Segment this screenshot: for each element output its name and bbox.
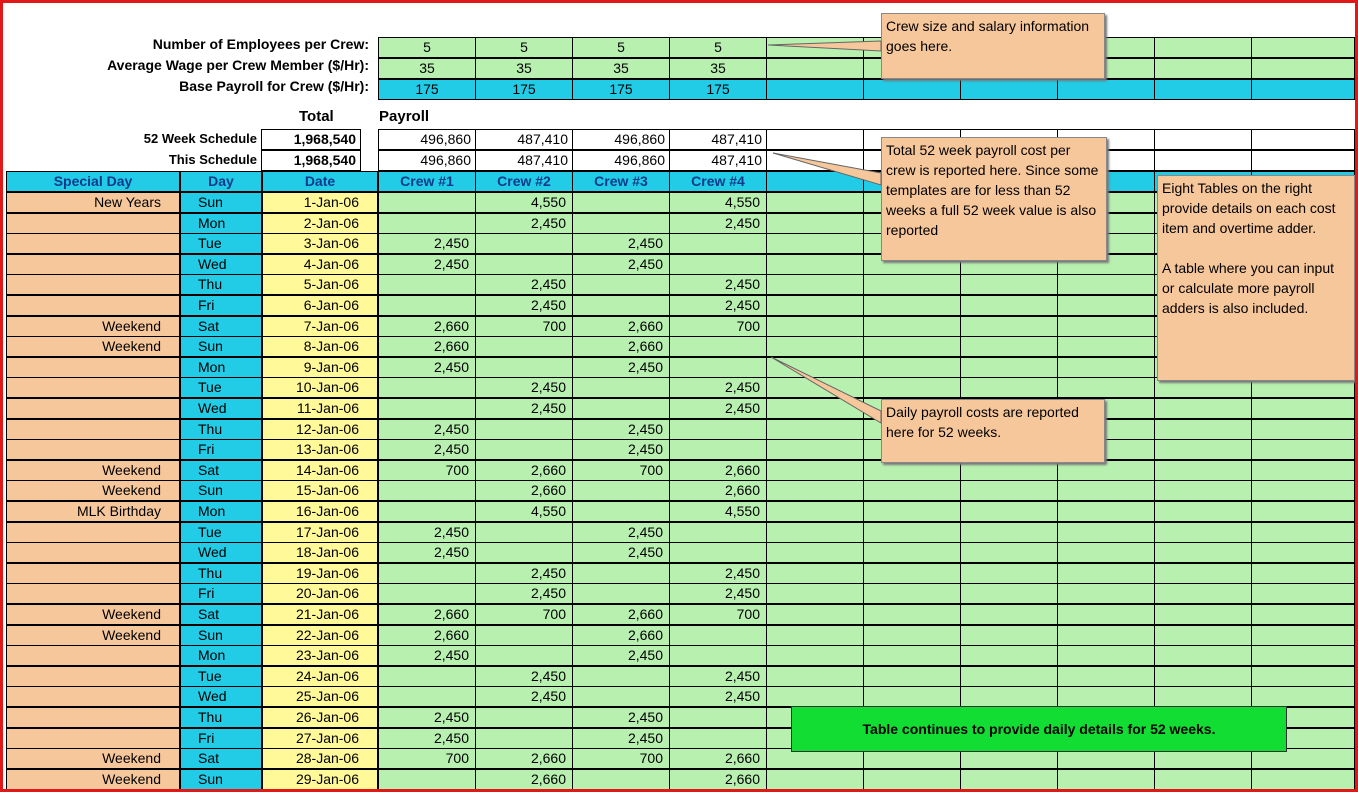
date-cell[interactable]: 8-Jan-06 [262, 336, 378, 357]
day-cell[interactable]: Fri [180, 728, 262, 749]
date-cell[interactable]: 6-Jan-06 [262, 295, 378, 316]
crew-cost-cell[interactable]: 2,450 [572, 254, 670, 275]
base-payroll-cell: 175 [572, 79, 670, 100]
summary-crew-value: 487,410 [475, 129, 573, 150]
wage-cell[interactable]: 35 [572, 58, 670, 79]
base-payroll-cell: 175 [669, 79, 767, 100]
day-cell[interactable]: Tue [180, 233, 262, 254]
crew-cost-cell[interactable]: 2,450 [475, 377, 573, 398]
crew-cost-cell[interactable]: 4,550 [475, 192, 573, 213]
date-cell[interactable]: 21-Jan-06 [262, 604, 378, 625]
crew-cost-cell[interactable]: 2,660 [669, 480, 767, 501]
crew-cost-cell[interactable]: 2,450 [378, 357, 476, 378]
crew-cost-cell[interactable]: 2,660 [475, 748, 573, 769]
special-day-cell[interactable]: Weekend [6, 336, 180, 357]
crew-cost-cell[interactable]: 2,450 [475, 274, 573, 295]
special-day-cell[interactable]: Weekend [6, 604, 180, 625]
date-cell[interactable]: 7-Jan-06 [262, 316, 378, 337]
day-cell[interactable]: Wed [180, 542, 262, 563]
crew-cost-cell[interactable]: 2,450 [475, 686, 573, 707]
crew-cost-cell[interactable]: 700 [378, 460, 476, 481]
payroll-header: Payroll [379, 108, 430, 125]
day-cell[interactable]: Sat [180, 460, 262, 481]
base-payroll-cell: 175 [475, 79, 573, 100]
crew-cost-cell[interactable]: 700 [475, 604, 573, 625]
date-cell[interactable]: 24-Jan-06 [262, 666, 378, 687]
label-wage: Average Wage per Crew Member ($/Hr): [107, 57, 369, 73]
crew-cost-cell[interactable]: 2,450 [378, 542, 476, 563]
crew-cost-cell[interactable]: 4,550 [669, 501, 767, 522]
arrow-daily-costs [771, 357, 881, 423]
date-cell[interactable]: 14-Jan-06 [262, 460, 378, 481]
day-cell[interactable]: Wed [180, 686, 262, 707]
date-cell[interactable]: 25-Jan-06 [262, 686, 378, 707]
crew-cost-cell[interactable]: 2,660 [669, 460, 767, 481]
special-day-cell[interactable]: Weekend [6, 769, 180, 790]
crew-cost-cell[interactable]: 2,450 [378, 522, 476, 543]
day-cell[interactable]: Sun [180, 480, 262, 501]
day-cell[interactable]: Tue [180, 522, 262, 543]
crew-cost-cell[interactable]: 2,450 [378, 439, 476, 460]
crew-cost-cell[interactable]: 4,550 [669, 192, 767, 213]
special-day-cell[interactable]: Weekend [6, 480, 180, 501]
crew-cost-cell[interactable]: 2,450 [475, 583, 573, 604]
special-day-cell[interactable]: Weekend [6, 460, 180, 481]
date-cell[interactable]: 10-Jan-06 [262, 377, 378, 398]
crew-cost-cell[interactable]: 2,660 [572, 625, 670, 646]
crew-cost-cell[interactable]: 700 [669, 316, 767, 337]
day-cell[interactable]: Mon [180, 213, 262, 234]
crew-cost-cell[interactable]: 2,660 [475, 480, 573, 501]
special-day-cell[interactable]: New Years [6, 192, 180, 213]
day-cell[interactable]: Mon [180, 501, 262, 522]
day-cell[interactable]: Fri [180, 583, 262, 604]
header-day: Day [180, 171, 262, 192]
crew-cost-cell[interactable]: 2,450 [378, 707, 476, 728]
crew-cost-cell[interactable]: 2,660 [378, 604, 476, 625]
day-cell[interactable]: Thu [180, 419, 262, 440]
special-day-cell[interactable]: Weekend [6, 748, 180, 769]
day-cell[interactable]: Fri [180, 439, 262, 460]
date-cell[interactable]: 15-Jan-06 [262, 480, 378, 501]
date-cell[interactable]: 11-Jan-06 [262, 398, 378, 419]
summary-label: This Schedule [168, 152, 257, 167]
crew-cost-cell[interactable]: 2,450 [669, 295, 767, 316]
crew-cost-cell[interactable]: 2,450 [572, 439, 670, 460]
crew-cost-cell[interactable]: 2,450 [572, 645, 670, 666]
crew-cost-cell[interactable]: 2,660 [572, 316, 670, 337]
date-cell[interactable]: 13-Jan-06 [262, 439, 378, 460]
day-cell[interactable]: Thu [180, 274, 262, 295]
crew-cost-cell[interactable]: 2,450 [475, 563, 573, 584]
date-cell[interactable]: 5-Jan-06 [262, 274, 378, 295]
summary-crew-value: 487,410 [669, 150, 767, 171]
crew-cost-cell[interactable]: 2,450 [669, 213, 767, 234]
summary-total: 1,968,540 [261, 150, 361, 171]
employees-cell[interactable]: 5 [669, 37, 767, 58]
crew-cost-cell[interactable]: 2,450 [378, 419, 476, 440]
date-cell[interactable]: 9-Jan-06 [262, 357, 378, 378]
crew-cost-cell[interactable]: 700 [378, 748, 476, 769]
note-crew-size: Crew size and salary information goes here. [881, 13, 1105, 79]
summary-total: 1,968,540 [261, 129, 361, 150]
day-cell[interactable]: Sun [180, 625, 262, 646]
summary-crew-value: 496,860 [378, 150, 476, 171]
crew-cost-cell[interactable]: 2,450 [378, 254, 476, 275]
note-table-input-text: A table where you can input or calculate more payroll adders is also included. [1162, 260, 1335, 316]
header-crew-1: Crew #1 [378, 171, 476, 192]
date-cell[interactable]: 26-Jan-06 [262, 707, 378, 728]
summary-crew-value: 496,860 [572, 150, 670, 171]
crew-cost-cell[interactable]: 2,450 [669, 274, 767, 295]
crew-cost-cell[interactable]: 2,450 [572, 522, 670, 543]
date-cell[interactable]: 18-Jan-06 [262, 542, 378, 563]
day-cell[interactable]: Mon [180, 645, 262, 666]
crew-cost-cell[interactable]: 2,450 [475, 398, 573, 419]
day-cell[interactable]: Thu [180, 563, 262, 584]
employees-cell[interactable]: 5 [572, 37, 670, 58]
summary-crew-value: 487,410 [475, 150, 573, 171]
date-cell[interactable]: 27-Jan-06 [262, 728, 378, 749]
callout-arrows [3, 3, 1355, 789]
special-day-cell[interactable]: Weekend [6, 625, 180, 646]
date-cell[interactable]: 19-Jan-06 [262, 563, 378, 584]
date-cell[interactable]: 4-Jan-06 [262, 254, 378, 275]
crew-cost-cell[interactable]: 700 [475, 316, 573, 337]
crew-cost-cell[interactable]: 2,450 [669, 563, 767, 584]
crew-cost-cell[interactable]: 2,450 [572, 707, 670, 728]
crew-cost-cell[interactable]: 2,450 [572, 419, 670, 440]
summary-crew-value: 496,860 [572, 129, 670, 150]
wage-cell[interactable]: 35 [475, 58, 573, 79]
summary-crew-value: 487,410 [669, 129, 767, 150]
crew-cost-cell[interactable]: 2,450 [378, 728, 476, 749]
day-cell[interactable]: Tue [180, 666, 262, 687]
summary-label: 52 Week Schedule [143, 131, 257, 146]
date-cell[interactable]: 28-Jan-06 [262, 748, 378, 769]
header-crew-3: Crew #3 [572, 171, 670, 192]
crew-cost-cell[interactable]: 2,450 [378, 233, 476, 254]
date-cell[interactable]: 22-Jan-06 [262, 625, 378, 646]
date-cell[interactable]: 12-Jan-06 [262, 419, 378, 440]
crew-cost-cell[interactable]: 700 [572, 748, 670, 769]
header-crew-4: Crew #4 [669, 171, 767, 192]
day-cell[interactable]: Sun [180, 336, 262, 357]
day-cell[interactable]: Sat [180, 748, 262, 769]
header-crew-2: Crew #2 [475, 171, 573, 192]
day-cell[interactable]: Tue [180, 377, 262, 398]
date-cell[interactable]: 29-Jan-06 [262, 769, 378, 790]
date-cell[interactable]: 20-Jan-06 [262, 583, 378, 604]
day-cell[interactable]: Sat [180, 604, 262, 625]
summary-crew-value: 496,860 [378, 129, 476, 150]
crew-cost-cell[interactable]: 2,450 [475, 666, 573, 687]
crew-cost-cell[interactable]: 2,660 [378, 336, 476, 357]
note-daily-costs: Daily payroll costs are reported here for 52 weeks. [881, 399, 1105, 463]
crew-cost-cell[interactable]: 2,450 [378, 645, 476, 666]
continue-banner: Table continues to provide daily details for 52 weeks. [791, 706, 1287, 752]
note-eight-tables-text: Eight Tables on the right provide details on each cost item and overtime adder. [1162, 180, 1336, 236]
date-cell[interactable]: 1-Jan-06 [262, 192, 378, 213]
day-cell[interactable]: Wed [180, 254, 262, 275]
arrow-total-cost [773, 153, 881, 185]
crew-cost-cell[interactable]: 2,450 [572, 728, 670, 749]
crew-cost-cell[interactable]: 2,450 [669, 398, 767, 419]
crew-cost-cell[interactable]: 2,450 [669, 666, 767, 687]
crew-cost-cell[interactable]: 2,450 [669, 686, 767, 707]
wage-cell[interactable]: 35 [669, 58, 767, 79]
total-header: Total [299, 108, 334, 125]
wage-cell[interactable]: 35 [378, 58, 476, 79]
crew-cost-cell[interactable]: 2,450 [669, 583, 767, 604]
arrow-crew-size [768, 41, 881, 51]
date-cell[interactable]: 16-Jan-06 [262, 501, 378, 522]
crew-cost-cell[interactable]: 2,660 [669, 769, 767, 790]
crew-cost-cell[interactable]: 2,660 [378, 625, 476, 646]
special-day-cell[interactable]: Weekend [6, 316, 180, 337]
employees-cell[interactable]: 5 [475, 37, 573, 58]
crew-cost-cell[interactable]: 2,660 [572, 604, 670, 625]
day-cell[interactable]: Sun [180, 192, 262, 213]
day-cell[interactable]: Fri [180, 295, 262, 316]
crew-cost-cell[interactable]: 2,450 [572, 233, 670, 254]
date-cell[interactable]: 23-Jan-06 [262, 645, 378, 666]
crew-cost-cell[interactable]: 2,450 [572, 542, 670, 563]
crew-cost-cell[interactable]: 2,660 [378, 316, 476, 337]
crew-cost-cell[interactable]: 2,450 [475, 213, 573, 234]
employees-cell[interactable]: 5 [378, 37, 476, 58]
crew-cost-cell[interactable]: 2,450 [669, 377, 767, 398]
label-base-payroll: Base Payroll for Crew ($/Hr): [179, 78, 369, 94]
crew-cost-cell[interactable]: 2,660 [669, 748, 767, 769]
day-cell[interactable]: Mon [180, 357, 262, 378]
header-special-day: Special Day [6, 171, 180, 192]
crew-cost-cell[interactable]: 2,450 [475, 295, 573, 316]
date-cell[interactable]: 3-Jan-06 [262, 233, 378, 254]
day-cell[interactable]: Sat [180, 316, 262, 337]
note-total-cost: Total 52 week payroll cost per crew is reported here. Since some templates are for less than 52 weeks a full 52 week value is also reported [881, 137, 1107, 261]
day-cell[interactable]: Thu [180, 707, 262, 728]
date-cell[interactable]: 17-Jan-06 [262, 522, 378, 543]
crew-cost-cell[interactable]: 2,660 [475, 769, 573, 790]
header-date: Date [262, 171, 378, 192]
crew-cost-cell[interactable]: 700 [669, 604, 767, 625]
special-day-cell[interactable]: MLK Birthday [6, 501, 180, 522]
crew-cost-cell[interactable]: 2,660 [475, 460, 573, 481]
date-cell[interactable]: 2-Jan-06 [262, 213, 378, 234]
crew-cost-cell[interactable]: 2,450 [572, 357, 670, 378]
crew-cost-cell[interactable]: 700 [572, 460, 670, 481]
label-employees: Number of Employees per Crew: [152, 36, 369, 52]
crew-cost-cell[interactable]: 4,550 [475, 501, 573, 522]
crew-cost-cell[interactable]: 2,660 [572, 336, 670, 357]
day-cell[interactable]: Wed [180, 398, 262, 419]
base-payroll-cell: 175 [378, 79, 476, 100]
day-cell[interactable]: Sun [180, 769, 262, 790]
